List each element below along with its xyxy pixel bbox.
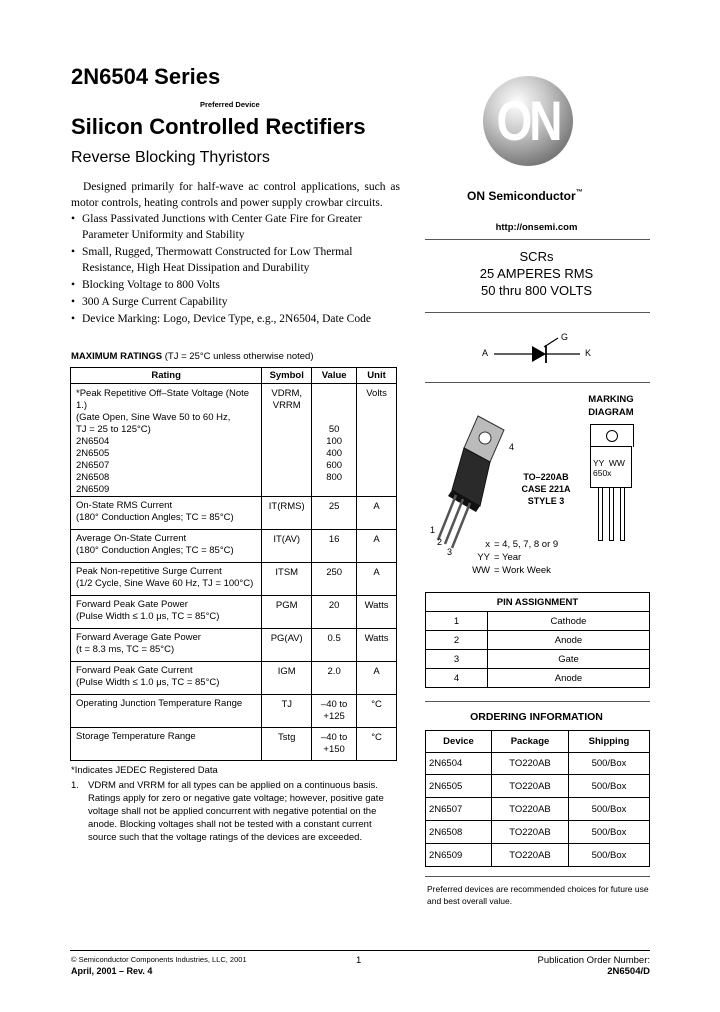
website-url: http://onsemi.com: [495, 222, 578, 233]
note-1-text: VDRM and VRRM for all types can be applied on a continuous basis. Ratings apply for zero or negative gate voltage; however, positive gate voltage shall not be applied concurrent with negative potential on the anode. Blocking voltages shall not be tested with a constant current source such that the voltage ratings of the devices are exceeded.: [88, 780, 384, 843]
marking-line-2: 650x: [593, 468, 612, 478]
subtitle: Reverse Blocking Thyristors: [71, 149, 270, 166]
device-cell: 2N6504: [426, 753, 492, 775]
intro-text: Designed primarily for half-wave ac control applications, such as motor controls, heating controls and power supply crowbar circuits.: [71, 181, 400, 209]
table-row: [71, 695, 397, 728]
note-1-label: 1.: [71, 780, 79, 791]
legend-row: [470, 551, 558, 564]
ordering-header-device: Device: [426, 731, 492, 753]
lead: [609, 488, 614, 541]
jedec-note: *Indicates JEDEC Registered Data: [71, 765, 218, 776]
value-cell: 250: [312, 563, 357, 596]
package-info: [511, 471, 581, 507]
max-ratings-table: [70, 367, 397, 761]
package-cell: TO220AB: [492, 775, 569, 798]
pin-name: Anode: [488, 669, 650, 688]
feature-list: [71, 211, 400, 327]
legend-row: [470, 564, 558, 577]
col-header-symbol: Symbol: [262, 368, 312, 384]
pin-assignment-table: [425, 592, 650, 688]
table-row: [71, 563, 397, 596]
pin-number: 2: [426, 631, 488, 650]
feature-item: • 300 A Surge Current Capability: [71, 296, 228, 308]
value-cell: 50 100 400 600 800: [312, 384, 357, 497]
pin-2-label: 2: [437, 537, 443, 547]
feature-item: • Blocking Voltage to 800 Volts: [71, 279, 220, 291]
note-1: [71, 779, 401, 844]
legend-value: = Work Week: [494, 565, 551, 576]
company-name-text: ON Semiconductor: [467, 189, 576, 203]
series-title: 2N6504 Series: [71, 64, 221, 89]
product-line-2: 25 AMPERES RMS: [479, 266, 594, 281]
package-cell: TO220AB: [492, 844, 569, 867]
product-line-3: 50 thru 800 VOLTS: [480, 283, 593, 298]
pin-3-label: 3: [447, 547, 453, 557]
pin-name: Gate: [488, 650, 650, 669]
table-row: [426, 798, 650, 821]
page-number: 1: [356, 955, 362, 966]
shipping-cell: 500/Box: [569, 844, 650, 867]
pin-1-label: 1: [430, 525, 436, 535]
unit-cell: A: [357, 530, 397, 563]
marking-legend: [470, 538, 558, 577]
unit-cell: °C: [357, 695, 397, 728]
rating-cell: Average On-State Current (180° Conduction Angles; TC = 85°C): [71, 530, 262, 563]
package-body: [590, 446, 632, 488]
legend-key: WW: [472, 565, 490, 576]
divider: [425, 312, 650, 313]
pin-name: Anode: [488, 631, 650, 650]
mounting-hole-icon: [606, 430, 618, 442]
symbol-cell: IGM: [262, 662, 312, 695]
package-cell: TO220AB: [492, 798, 569, 821]
package-line-3: STYLE 3: [527, 496, 565, 506]
cathode-label: K: [585, 348, 592, 358]
on-logo: [483, 76, 573, 166]
ordering-header-package: Package: [492, 731, 569, 753]
footer-divider: [70, 950, 650, 951]
table-row: [71, 384, 397, 497]
table-row: [71, 728, 397, 761]
col-header-rating: Rating: [71, 368, 262, 384]
max-ratings-title: MAXIMUM RATINGS: [71, 351, 163, 362]
rating-cell: Forward Peak Gate Current (Pulse Width ≤ 1.0 μs, TC = 85°C): [71, 662, 262, 695]
unit-cell: A: [357, 662, 397, 695]
symbol-cell: VDRM, VRRM: [262, 384, 312, 497]
ordering-title: ORDERING INFORMATION: [470, 711, 603, 723]
copyright: © Semiconductor Components Industries, LLC, 2001: [71, 955, 247, 964]
product-line-1: SCRs: [519, 249, 554, 264]
rating-cell: Peak Non-repetitive Surge Current (1/2 Cycle, Sine Wave 60 Hz, TJ = 100°C): [71, 563, 262, 596]
pin-name: Cathode: [488, 612, 650, 631]
divider: [425, 876, 650, 877]
divider: [425, 382, 650, 383]
rating-cell: Storage Temperature Range: [71, 728, 262, 761]
device-cell: 2N6508: [426, 821, 492, 844]
package-tab: [590, 424, 634, 447]
legend-row: [470, 538, 558, 551]
pin-number: 4: [426, 669, 488, 688]
legend-key: YY: [477, 552, 490, 563]
unit-cell: Volts: [357, 384, 397, 497]
pub-order-label: Publication Order Number:: [537, 955, 650, 966]
preferred-note: Preferred devices are recommended choices for future use and best overall value.: [427, 884, 649, 906]
shipping-cell: 500/Box: [569, 821, 650, 844]
feature-item: • Device Marking: Logo, Device Type, e.g., 2N6504, Date Code: [71, 313, 371, 325]
shipping-cell: 500/Box: [569, 798, 650, 821]
device-cell: 2N6505: [426, 775, 492, 798]
legend-key: x: [485, 539, 490, 550]
table-row: [426, 775, 650, 798]
symbol-cell: IT(AV): [262, 530, 312, 563]
table-row: [426, 650, 650, 669]
symbol-cell: TJ: [262, 695, 312, 728]
symbol-cell: PG(AV): [262, 629, 312, 662]
pin-4-label: 4: [509, 442, 515, 452]
table-row: [426, 612, 650, 631]
ordering-table: [425, 730, 650, 867]
symbol-cell: PGM: [262, 596, 312, 629]
device-cell: 2N6509: [426, 844, 492, 867]
rating-cell: Forward Average Gate Power (t = 8.3 ms, TC = 85°C): [71, 629, 262, 662]
rating-cell: On-State RMS Current (180° Conduction Angles; TC = 85°C): [71, 497, 262, 530]
marking-title-line-2: DIAGRAM: [588, 407, 634, 418]
pin-number: 1: [426, 612, 488, 631]
table-row: [71, 530, 397, 563]
unit-cell: Watts: [357, 596, 397, 629]
table-row: [426, 844, 650, 867]
table-row: [71, 662, 397, 695]
symbol-cell: IT(RMS): [262, 497, 312, 530]
unit-cell: Watts: [357, 629, 397, 662]
package-cell: TO220AB: [492, 821, 569, 844]
feature-item: • Small, Rugged, Thermowatt Constructed for Low Thermal Resistance, High Heat Dissipation and Durability: [71, 246, 353, 274]
trademark: ™: [575, 189, 583, 196]
publication-date: April, 2001 – Rev. 4: [71, 966, 153, 976]
scr-symbol-graphic: [480, 330, 600, 366]
value-cell: 16: [312, 530, 357, 563]
value-cell: 2.0: [312, 662, 357, 695]
value-cell: 25: [312, 497, 357, 530]
unit-cell: A: [357, 497, 397, 530]
shipping-cell: 500/Box: [569, 775, 650, 798]
package-line-1: TO–220AB: [523, 472, 569, 482]
value-cell: 0.5: [312, 629, 357, 662]
preferred-device-label: Preferred Device: [200, 100, 260, 109]
package-cell: TO220AB: [492, 753, 569, 775]
marking-title-line-1: MARKING: [588, 394, 634, 405]
legend-value: = Year: [494, 552, 522, 563]
rating-cell: Operating Junction Temperature Range: [71, 695, 262, 728]
table-row: [71, 596, 397, 629]
legend-value: = 4, 5, 7, 8 or 9: [494, 539, 559, 550]
shipping-cell: 500/Box: [569, 753, 650, 775]
table-row: [426, 821, 650, 844]
rating-cell: Forward Peak Gate Power (Pulse Width ≤ 1.0 μs, TC = 85°C): [71, 596, 262, 629]
pub-order-number: 2N6504/D: [607, 966, 650, 977]
lead: [598, 488, 603, 541]
rating-cell: *Peak Repetitive Off–State Voltage (Note 1.) (Gate Open, Sine Wave 50 to 60 Hz, TJ = 25 to 125°C) 2N6504 2N6505 2N6507 2N6508 2N6509: [71, 384, 262, 497]
ordering-header-shipping: Shipping: [569, 731, 650, 753]
package-line-2: CASE 221A: [521, 484, 571, 494]
table-row: [71, 629, 397, 662]
table-row: [71, 497, 397, 530]
main-title: Silicon Controlled Rectifiers: [71, 114, 366, 139]
pin-assignment-title: PIN ASSIGNMENT: [426, 593, 650, 612]
gate-label: G: [561, 332, 569, 342]
unit-cell: °C: [357, 728, 397, 761]
anode-label: A: [482, 348, 489, 358]
logo-text: ON: [496, 89, 560, 153]
table-row: [426, 669, 650, 688]
symbol-cell: ITSM: [262, 563, 312, 596]
unit-cell: A: [357, 563, 397, 596]
marking-diagram: [590, 424, 636, 544]
device-cell: 2N6507: [426, 798, 492, 821]
table-row: [426, 631, 650, 650]
product-box: [423, 248, 650, 299]
divider: [425, 701, 650, 702]
scr-symbol-icon: [480, 330, 600, 366]
divider: [425, 239, 650, 240]
table-row: [426, 753, 650, 775]
max-ratings-condition: (TJ = 25°C unless otherwise noted): [164, 351, 314, 362]
company-name: [467, 189, 583, 203]
value-cell: –40 to +150: [312, 728, 357, 761]
symbol-cell: Tstg: [262, 728, 312, 761]
value-cell: 20: [312, 596, 357, 629]
feature-item: • Glass Passivated Junctions with Center Gate Fire for Greater Parameter Uniformity and Stability: [71, 213, 362, 241]
max-ratings-heading: [71, 351, 314, 362]
pin-number: 3: [426, 650, 488, 669]
marking-line-1: YY WW: [593, 458, 625, 468]
col-header-value: Value: [312, 368, 357, 384]
marking-title: [576, 393, 646, 419]
value-cell: –40 to +125: [312, 695, 357, 728]
col-header-unit: Unit: [357, 368, 397, 384]
lead: [620, 488, 625, 541]
